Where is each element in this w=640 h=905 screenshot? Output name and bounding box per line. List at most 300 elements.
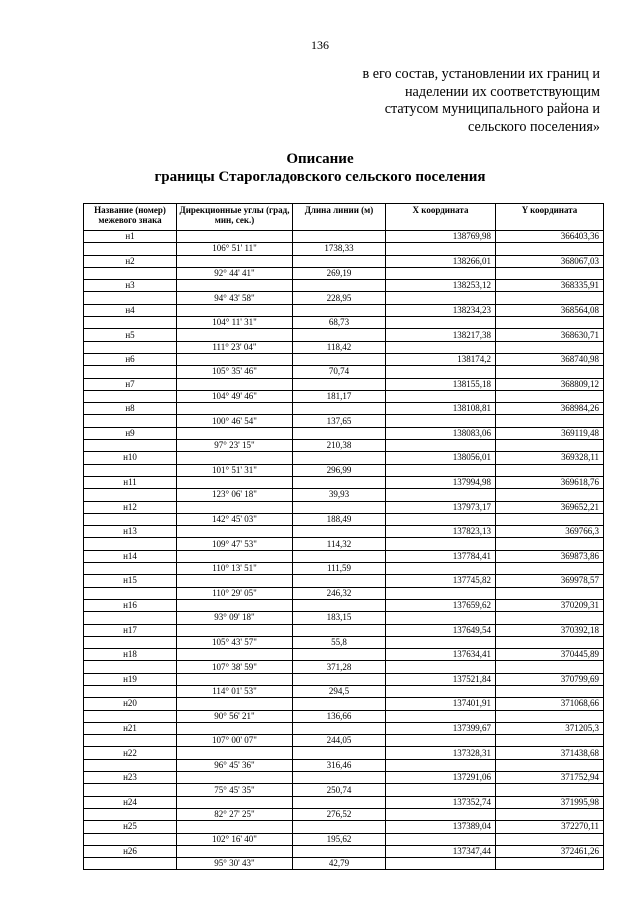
point-name-cell: н22 [84, 747, 177, 759]
empty-cell [386, 685, 496, 697]
empty-cell [386, 808, 496, 820]
angle-cell: 90° 56' 21" [177, 710, 293, 722]
point-name-cell: н26 [84, 845, 177, 857]
empty-cell [386, 784, 496, 796]
empty-cell [177, 772, 293, 784]
table-row [84, 353, 604, 365]
empty-cell [84, 759, 177, 771]
x-coord-cell: 138155,18 [386, 378, 496, 390]
length-cell: 137,65 [293, 415, 386, 427]
empty-cell [84, 636, 177, 648]
table-row [84, 292, 604, 304]
empty-cell [293, 329, 386, 341]
angle-cell: 114° 01' 53" [177, 685, 293, 697]
empty-cell [386, 317, 496, 329]
empty-cell [386, 563, 496, 575]
point-name-cell: н11 [84, 476, 177, 488]
angle-cell: 82° 27' 25" [177, 808, 293, 820]
angle-cell: 104° 11' 31" [177, 317, 293, 329]
empty-cell [177, 501, 293, 513]
empty-cell [84, 415, 177, 427]
boundary-table [83, 203, 604, 870]
empty-cell [386, 661, 496, 673]
empty-cell [84, 563, 177, 575]
length-cell: 118,42 [293, 341, 386, 353]
point-name-cell: н6 [84, 353, 177, 365]
angle-cell: 109° 47' 53" [177, 538, 293, 550]
table-row [84, 821, 604, 833]
table-row [84, 624, 604, 636]
empty-cell [496, 317, 604, 329]
empty-cell [496, 833, 604, 845]
table-row [84, 784, 604, 796]
empty-cell [496, 563, 604, 575]
header-x: X координата [386, 204, 496, 231]
point-name-cell: н3 [84, 280, 177, 292]
length-cell: 195,62 [293, 833, 386, 845]
empty-cell [84, 464, 177, 476]
y-coord-cell: 369119,48 [496, 427, 604, 439]
angle-cell: 106° 51' 11" [177, 243, 293, 255]
table-row [84, 427, 604, 439]
point-name-cell: н10 [84, 452, 177, 464]
empty-cell [177, 304, 293, 316]
empty-cell [386, 267, 496, 279]
empty-cell [293, 378, 386, 390]
y-coord-cell: 369766,3 [496, 526, 604, 538]
x-coord-cell: 137352,74 [386, 796, 496, 808]
y-coord-cell: 368984,26 [496, 403, 604, 415]
y-coord-cell: 371068,66 [496, 698, 604, 710]
empty-cell [386, 292, 496, 304]
x-coord-cell: 137389,04 [386, 821, 496, 833]
empty-cell [293, 526, 386, 538]
empty-cell [177, 796, 293, 808]
x-coord-cell: 137634,41 [386, 649, 496, 661]
table-row [84, 280, 604, 292]
table-row [84, 501, 604, 513]
point-name-cell: н16 [84, 599, 177, 611]
table-row [84, 243, 604, 255]
point-name-cell: н25 [84, 821, 177, 833]
empty-cell [386, 243, 496, 255]
x-coord-cell: 137521,84 [386, 673, 496, 685]
length-cell: 70,74 [293, 366, 386, 378]
length-cell: 296,99 [293, 464, 386, 476]
empty-cell [293, 796, 386, 808]
x-coord-cell: 138266,01 [386, 255, 496, 267]
empty-cell [177, 649, 293, 661]
angle-cell: 95° 30' 43" [177, 858, 293, 870]
table-row [84, 366, 604, 378]
angle-cell: 105° 43' 57" [177, 636, 293, 648]
page-number: 136 [311, 38, 329, 52]
y-coord-cell: 372461,26 [496, 845, 604, 857]
empty-cell [293, 427, 386, 439]
empty-cell [84, 661, 177, 673]
empty-cell [177, 747, 293, 759]
table-body [84, 231, 604, 870]
empty-cell [386, 415, 496, 427]
point-name-cell: н1 [84, 231, 177, 243]
empty-cell [386, 858, 496, 870]
empty-cell [293, 353, 386, 365]
angle-cell: 93° 09' 18" [177, 612, 293, 624]
table-row [84, 476, 604, 488]
empty-cell [293, 575, 386, 587]
table-row [84, 685, 604, 697]
point-name-cell: н9 [84, 427, 177, 439]
empty-cell [496, 243, 604, 255]
y-coord-cell: 368809,12 [496, 378, 604, 390]
table-row [84, 649, 604, 661]
empty-cell [496, 341, 604, 353]
length-cell: 42,79 [293, 858, 386, 870]
angle-cell: 107° 38' 59" [177, 661, 293, 673]
table-row [84, 378, 604, 390]
header-name: Название (номер) межевого знака [84, 204, 177, 231]
empty-cell [386, 513, 496, 525]
length-cell: 250,74 [293, 784, 386, 796]
empty-cell [496, 440, 604, 452]
empty-cell [386, 366, 496, 378]
length-cell: 371,28 [293, 661, 386, 673]
angle-cell: 111° 23' 04" [177, 341, 293, 353]
empty-cell [84, 685, 177, 697]
empty-cell [177, 624, 293, 636]
table-row [84, 808, 604, 820]
empty-cell [386, 735, 496, 747]
table-row [84, 833, 604, 845]
empty-cell [496, 735, 604, 747]
table-row [84, 698, 604, 710]
length-cell: 244,05 [293, 735, 386, 747]
empty-cell [177, 403, 293, 415]
x-coord-cell: 137291,06 [386, 772, 496, 784]
x-coord-cell: 138174,2 [386, 353, 496, 365]
empty-cell [177, 476, 293, 488]
empty-cell [177, 427, 293, 439]
angle-cell: 107° 00' 07" [177, 735, 293, 747]
empty-cell [293, 747, 386, 759]
empty-cell [84, 243, 177, 255]
table-row [84, 661, 604, 673]
empty-cell [177, 698, 293, 710]
empty-cell [293, 698, 386, 710]
point-name-cell: н7 [84, 378, 177, 390]
table-row [84, 599, 604, 611]
angle-cell: 110° 13' 51" [177, 563, 293, 575]
table-row [84, 317, 604, 329]
table-row [84, 759, 604, 771]
table-row [84, 587, 604, 599]
table-row [84, 415, 604, 427]
empty-cell [496, 587, 604, 599]
x-coord-cell: 137649,54 [386, 624, 496, 636]
table-row [84, 538, 604, 550]
header-length: Длина линии (м) [293, 204, 386, 231]
empty-cell [84, 390, 177, 402]
x-coord-cell: 138769,98 [386, 231, 496, 243]
empty-cell [84, 808, 177, 820]
empty-cell [496, 784, 604, 796]
empty-cell [177, 845, 293, 857]
empty-cell [177, 550, 293, 562]
y-coord-cell: 368067,03 [496, 255, 604, 267]
y-coord-cell: 370392,18 [496, 624, 604, 636]
empty-cell [386, 833, 496, 845]
empty-cell [386, 390, 496, 402]
empty-cell [386, 538, 496, 550]
empty-cell [496, 808, 604, 820]
y-coord-cell: 369652,21 [496, 501, 604, 513]
table-row [84, 772, 604, 784]
angle-cell: 97° 23' 15" [177, 440, 293, 452]
table-row [84, 710, 604, 722]
point-name-cell: н2 [84, 255, 177, 267]
empty-cell [293, 476, 386, 488]
empty-cell [386, 464, 496, 476]
empty-cell [84, 513, 177, 525]
table-row [84, 304, 604, 316]
y-coord-cell: 369328,11 [496, 452, 604, 464]
empty-cell [496, 759, 604, 771]
angle-cell: 96° 45' 36" [177, 759, 293, 771]
empty-cell [177, 452, 293, 464]
table-row [84, 526, 604, 538]
empty-cell [84, 710, 177, 722]
empty-cell [84, 735, 177, 747]
empty-cell [496, 636, 604, 648]
length-cell: 39,93 [293, 489, 386, 501]
empty-cell [84, 366, 177, 378]
y-coord-cell: 369618,76 [496, 476, 604, 488]
angle-cell: 104° 49' 46" [177, 390, 293, 402]
length-cell: 188,49 [293, 513, 386, 525]
x-coord-cell: 137823,13 [386, 526, 496, 538]
length-cell: 111,59 [293, 563, 386, 575]
x-coord-cell: 137659,62 [386, 599, 496, 611]
x-coord-cell: 137347,44 [386, 845, 496, 857]
x-coord-cell: 137328,31 [386, 747, 496, 759]
table-row [84, 673, 604, 685]
length-cell: 114,32 [293, 538, 386, 550]
empty-cell [293, 550, 386, 562]
empty-cell [293, 255, 386, 267]
empty-cell [177, 673, 293, 685]
empty-cell [386, 587, 496, 599]
empty-cell [84, 317, 177, 329]
length-cell: 136,66 [293, 710, 386, 722]
intro-text [300, 66, 600, 136]
y-coord-cell: 368630,71 [496, 329, 604, 341]
point-name-cell: н23 [84, 772, 177, 784]
empty-cell [293, 452, 386, 464]
empty-cell [177, 255, 293, 267]
table-row [84, 403, 604, 415]
empty-cell [84, 587, 177, 599]
empty-cell [293, 845, 386, 857]
y-coord-cell: 371205,3 [496, 722, 604, 734]
table-row [84, 563, 604, 575]
empty-cell [84, 292, 177, 304]
empty-cell [293, 624, 386, 636]
empty-cell [293, 280, 386, 292]
angle-cell: 94° 43' 58" [177, 292, 293, 304]
length-cell: 246,32 [293, 587, 386, 599]
length-cell: 183,15 [293, 612, 386, 624]
empty-cell [177, 329, 293, 341]
point-name-cell: н18 [84, 649, 177, 661]
table-row [84, 464, 604, 476]
empty-cell [177, 378, 293, 390]
x-coord-cell: 137399,67 [386, 722, 496, 734]
point-name-cell: н14 [84, 550, 177, 562]
empty-cell [496, 685, 604, 697]
length-cell: 294,5 [293, 685, 386, 697]
empty-cell [84, 440, 177, 452]
empty-cell [496, 415, 604, 427]
point-name-cell: н20 [84, 698, 177, 710]
empty-cell [496, 661, 604, 673]
length-cell: 55,8 [293, 636, 386, 648]
y-coord-cell: 371438,68 [496, 747, 604, 759]
x-coord-cell: 138253,12 [386, 280, 496, 292]
empty-cell [84, 489, 177, 501]
empty-cell [293, 772, 386, 784]
y-coord-cell: 369978,57 [496, 575, 604, 587]
empty-cell [177, 599, 293, 611]
empty-cell [177, 353, 293, 365]
empty-cell [496, 267, 604, 279]
point-name-cell: н17 [84, 624, 177, 636]
x-coord-cell: 137973,17 [386, 501, 496, 513]
empty-cell [496, 366, 604, 378]
header-angle: Дирекционные углы (град, мин, сек.) [177, 204, 293, 231]
empty-cell [386, 636, 496, 648]
angle-cell: 75° 45' 35" [177, 784, 293, 796]
point-name-cell: н8 [84, 403, 177, 415]
intro-line: статусом муниципального района и [384, 101, 600, 118]
table-row [84, 341, 604, 353]
angle-cell: 101° 51' 31" [177, 464, 293, 476]
empty-cell [84, 341, 177, 353]
point-name-cell: н24 [84, 796, 177, 808]
empty-cell [386, 341, 496, 353]
length-cell: 68,73 [293, 317, 386, 329]
empty-cell [177, 821, 293, 833]
y-coord-cell: 370799,69 [496, 673, 604, 685]
empty-cell [496, 710, 604, 722]
table-row [84, 513, 604, 525]
table-row [84, 329, 604, 341]
empty-cell [496, 292, 604, 304]
length-cell: 1738,33 [293, 243, 386, 255]
point-name-cell: н5 [84, 329, 177, 341]
empty-cell [84, 858, 177, 870]
empty-cell [293, 231, 386, 243]
angle-cell: 105° 35' 46" [177, 366, 293, 378]
empty-cell [293, 304, 386, 316]
length-cell: 316,46 [293, 759, 386, 771]
empty-cell [496, 489, 604, 501]
y-coord-cell: 370209,31 [496, 599, 604, 611]
empty-cell [84, 267, 177, 279]
table-row [84, 796, 604, 808]
table-row [84, 575, 604, 587]
y-coord-cell: 366403,36 [496, 231, 604, 243]
empty-cell [293, 722, 386, 734]
length-cell: 228,95 [293, 292, 386, 304]
empty-cell [177, 575, 293, 587]
table-row [84, 255, 604, 267]
length-cell: 269,19 [293, 267, 386, 279]
table-row [84, 747, 604, 759]
angle-cell: 123° 06' 18" [177, 489, 293, 501]
point-name-cell: н13 [84, 526, 177, 538]
empty-cell [84, 833, 177, 845]
intro-line: в его состав, установлении их границ и [362, 66, 600, 82]
table-row [84, 267, 604, 279]
y-coord-cell: 370445,89 [496, 649, 604, 661]
empty-cell [496, 612, 604, 624]
table-row [84, 845, 604, 857]
y-coord-cell: 368564,08 [496, 304, 604, 316]
table-row [84, 636, 604, 648]
table-row [84, 452, 604, 464]
empty-cell [386, 710, 496, 722]
angle-cell: 110° 29' 05" [177, 587, 293, 599]
intro-line: сельского поселения» [468, 118, 600, 135]
empty-cell [496, 538, 604, 550]
table-row [84, 231, 604, 243]
table-row [84, 735, 604, 747]
x-coord-cell: 138108,81 [386, 403, 496, 415]
empty-cell [177, 280, 293, 292]
length-cell: 181,17 [293, 390, 386, 402]
length-cell: 210,38 [293, 440, 386, 452]
x-coord-cell: 137994,98 [386, 476, 496, 488]
point-name-cell: н12 [84, 501, 177, 513]
angle-cell: 102° 16' 40" [177, 833, 293, 845]
x-coord-cell: 137784,41 [386, 550, 496, 562]
x-coord-cell: 137401,91 [386, 698, 496, 710]
x-coord-cell: 138234,23 [386, 304, 496, 316]
empty-cell [496, 390, 604, 402]
point-name-cell: н15 [84, 575, 177, 587]
x-coord-cell: 138056,01 [386, 452, 496, 464]
point-name-cell: н21 [84, 722, 177, 734]
header-y: Y координата [496, 204, 604, 231]
y-coord-cell: 372270,11 [496, 821, 604, 833]
empty-cell [84, 538, 177, 550]
x-coord-cell: 138083,06 [386, 427, 496, 439]
empty-cell [386, 759, 496, 771]
y-coord-cell: 368335,91 [496, 280, 604, 292]
length-cell: 276,52 [293, 808, 386, 820]
point-name-cell: н4 [84, 304, 177, 316]
y-coord-cell: 368740,98 [496, 353, 604, 365]
table-row [84, 489, 604, 501]
title-line: границы Старогладовского сельского поселения [154, 169, 486, 185]
empty-cell [293, 649, 386, 661]
empty-cell [496, 858, 604, 870]
empty-cell [177, 526, 293, 538]
table-row [84, 550, 604, 562]
empty-cell [84, 784, 177, 796]
empty-cell [177, 231, 293, 243]
point-name-cell: н19 [84, 673, 177, 685]
